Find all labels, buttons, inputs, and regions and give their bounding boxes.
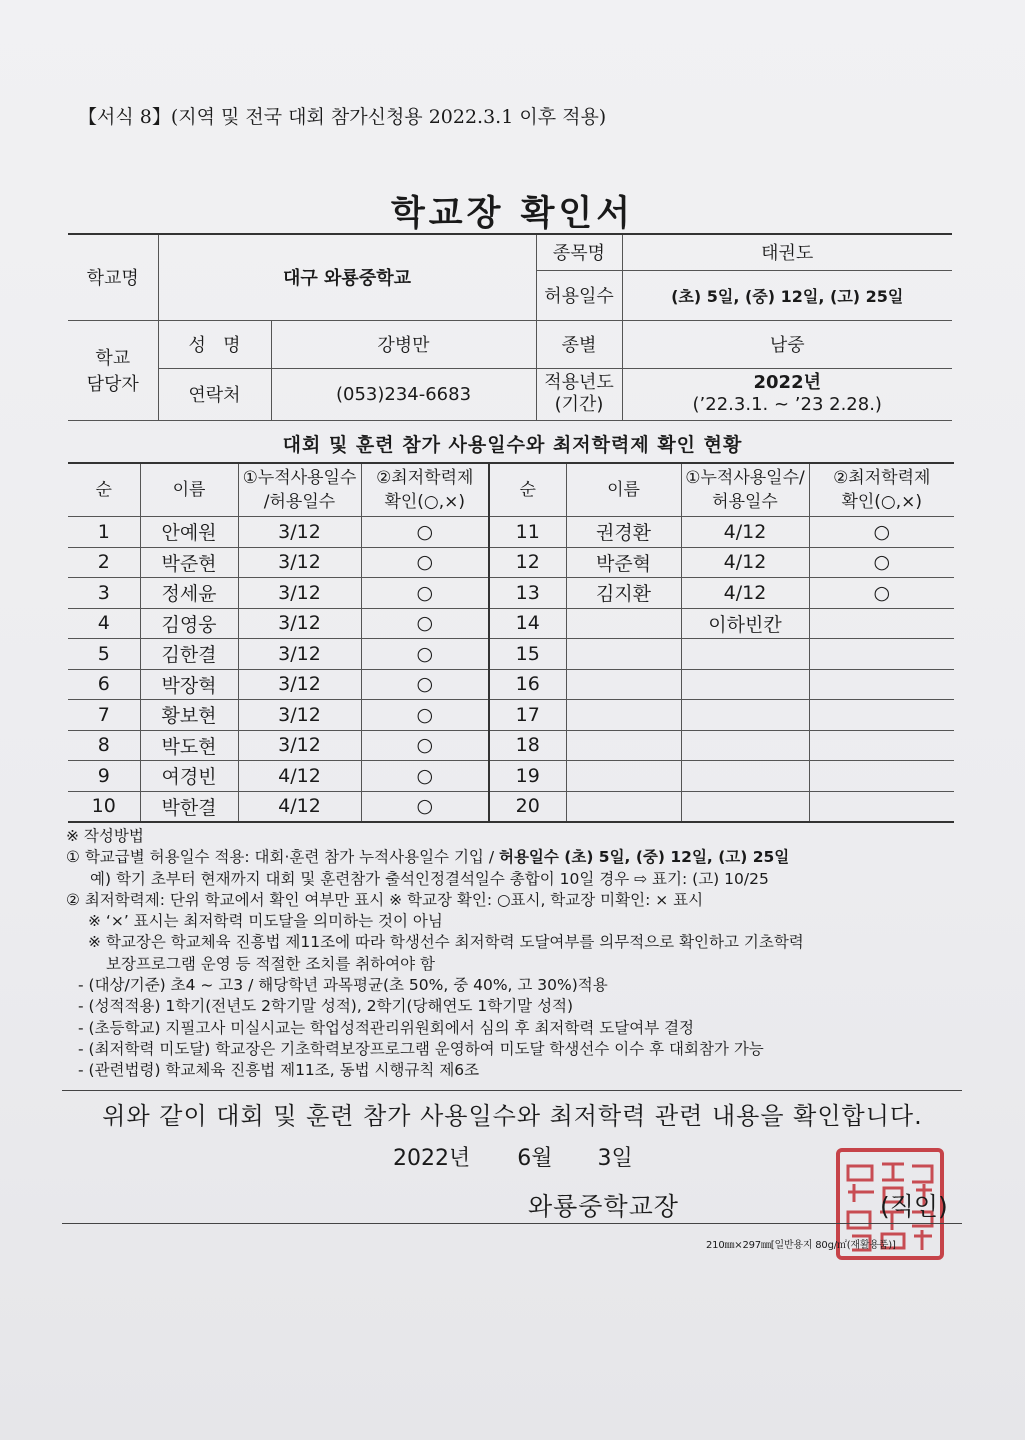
- min-academic-check: ○: [361, 730, 489, 761]
- table-row: [68, 547, 954, 578]
- table-row: [68, 639, 954, 670]
- days-used: 3/12: [238, 700, 361, 731]
- period-value: [622, 368, 952, 420]
- days-used: 3/12: [238, 547, 361, 578]
- days-used: [681, 761, 809, 792]
- table-row: [68, 730, 954, 761]
- min-academic-check: ○: [361, 761, 489, 792]
- table-row: [68, 517, 954, 548]
- allowed-days-value: (초) 5일, (중) 12일, (고) 25일: [622, 270, 952, 320]
- min-academic-check: ○: [361, 639, 489, 670]
- header-days-right-line1: ①누적사용일수/: [685, 468, 805, 488]
- header-check: [361, 463, 489, 517]
- manager-label-line1: 학교: [95, 348, 131, 369]
- header-name: 이름: [140, 463, 238, 517]
- detail-4: - (최저학력 미도달) 학교장은 기초학력보장프로그램 운영하여 미도달 학생선수 이수 후 대회참가 가능: [78, 1039, 764, 1058]
- detail-1: - (대상/기준) 초4 ~ 고3 / 해당학년 과목평균(초 50%, 중 40%, 고 30%)적용: [78, 976, 608, 995]
- row-number: 13: [489, 578, 566, 609]
- row-number: 18: [489, 730, 566, 761]
- student-name: 김지환: [566, 578, 681, 609]
- period-label-line1: 적용년도: [544, 372, 614, 393]
- confirmation-statement: 위와 같이 대회 및 훈련 참가 사용일수와 최저학력 관련 내용을 확인합니다.: [102, 1102, 923, 1130]
- row-number: 16: [489, 669, 566, 700]
- days-used: 4/12: [238, 791, 361, 822]
- student-name: [566, 791, 681, 822]
- min-academic-check: [809, 730, 954, 761]
- detail-3: - (초등학교) 지필고사 미실시교는 학업성적관리위원회에서 심의 후 최저학력 도달여부 결정: [78, 1018, 695, 1037]
- days-used: 4/12: [238, 761, 361, 792]
- section-title: 대회 및 훈련 참가 사용일수와 최저학력제 확인 현황: [282, 434, 743, 456]
- student-name: 김한결: [140, 639, 238, 670]
- min-academic-check: [809, 700, 954, 731]
- header-name-right: 이름: [566, 463, 681, 517]
- days-used: 이하빈칸: [681, 608, 809, 639]
- student-name: 황보현: [140, 700, 238, 731]
- student-name: [566, 608, 681, 639]
- row-number: 20: [489, 791, 566, 822]
- manager-label-line2: 담당자: [86, 374, 139, 395]
- header-days-right-line2: 허용일수: [712, 492, 778, 512]
- gender-label: 종별: [536, 320, 622, 368]
- days-used: 3/12: [238, 669, 361, 700]
- header-check-right-line2: 확인(○,×): [841, 492, 923, 512]
- min-academic-check: ○: [809, 547, 954, 578]
- days-used: 3/12: [238, 608, 361, 639]
- instructions: [66, 826, 966, 1082]
- note-1: [66, 847, 966, 868]
- student-name: 김영웅: [140, 608, 238, 639]
- table-row: [68, 761, 954, 792]
- row-number: 1: [68, 517, 140, 548]
- note-2-sub2b: 보장프로그램 운영 등 적절한 조치를 취하여야 함: [106, 954, 436, 973]
- roster-table: [68, 462, 954, 823]
- divider-top: [62, 1090, 962, 1091]
- table-row: [68, 578, 954, 609]
- min-academic-check: ○: [809, 517, 954, 548]
- min-academic-check: ○: [361, 608, 489, 639]
- min-academic-check: ○: [361, 700, 489, 731]
- seal-label: (직인): [880, 1192, 948, 1221]
- table-row: [68, 700, 954, 731]
- detail-5: - (관련법령) 학교체육 진흥법 제11조, 동법 시행규칙 제6조: [78, 1061, 480, 1080]
- date-day: 3일: [597, 1146, 633, 1171]
- student-name: [566, 700, 681, 731]
- header-check-right-line1: ②최저학력제: [833, 468, 931, 488]
- days-used: [681, 639, 809, 670]
- date-month: 6월: [517, 1146, 553, 1171]
- days-used: [681, 669, 809, 700]
- min-academic-check: ○: [361, 578, 489, 609]
- note-1-bold: 허용일수 (초) 5일, (중) 12일, (고) 25일: [498, 848, 790, 867]
- row-number: 11: [489, 517, 566, 548]
- days-used: 3/12: [238, 730, 361, 761]
- min-academic-check: ○: [809, 578, 954, 609]
- days-used: 3/12: [238, 517, 361, 548]
- gender-value: 남중: [622, 320, 952, 368]
- row-number: 17: [489, 700, 566, 731]
- days-used: 4/12: [681, 547, 809, 578]
- note-2: ② 최저학력제: 단위 학교에서 확인 여부만 표시 ※ 학교장 확인: ○표시, 학교장 미확인: × 표시: [66, 890, 704, 909]
- row-number: 15: [489, 639, 566, 670]
- min-academic-check: ○: [361, 669, 489, 700]
- student-name: 박준현: [140, 547, 238, 578]
- note-2-sub1: ※ ‘×’ 표시는 최저학력 미도달을 의미하는 것이 아님: [88, 912, 443, 931]
- header-check-line2: 확인(○,×): [384, 492, 466, 512]
- header-no-right: 순: [489, 463, 566, 517]
- min-academic-check: [809, 669, 954, 700]
- header-check-line1: ②최저학력제: [376, 468, 474, 488]
- date-year: 2022년: [393, 1146, 471, 1171]
- min-academic-check: ○: [361, 547, 489, 578]
- period-label-line2: (기간): [554, 394, 604, 415]
- school-info-table: [68, 233, 952, 421]
- days-used: [681, 700, 809, 731]
- row-number: 6: [68, 669, 140, 700]
- period-label: [536, 368, 622, 420]
- manager-label: [68, 320, 158, 420]
- note-2-sub2a: ※ 학교장은 학교체육 진흥법 제11조에 따라 학생선수 최저학력 도달여부를 의무적으로 확인하고 기초학력: [88, 933, 804, 952]
- header-check-right: [809, 463, 954, 517]
- school-value: 대구 와룡중학교: [158, 234, 536, 320]
- table-row: [68, 669, 954, 700]
- student-name: 안예원: [140, 517, 238, 548]
- days-used: [681, 791, 809, 822]
- contact-value: (053)234-6683: [271, 368, 536, 420]
- name-label: 성 명: [158, 320, 271, 368]
- header-days-line1: ①누적사용일수: [242, 468, 357, 488]
- date: [393, 1141, 633, 1172]
- header-no: 순: [68, 463, 140, 517]
- student-name: 박준혁: [566, 547, 681, 578]
- days-used: 4/12: [681, 578, 809, 609]
- paper-spec-footer: 210㎜×297㎜[일반용지 80g/㎡(재활용품)]: [706, 1240, 896, 1251]
- table-row: [68, 608, 954, 639]
- period-year: 2022년: [753, 372, 821, 393]
- row-number: 3: [68, 578, 140, 609]
- sport-label: 종목명: [536, 234, 622, 270]
- period-range: (’22.3.1. ~ ’23 2.28.): [692, 394, 882, 415]
- days-used: 4/12: [681, 517, 809, 548]
- days-used: [681, 730, 809, 761]
- student-name: [566, 761, 681, 792]
- student-name: [566, 639, 681, 670]
- contact-label: 연락처: [158, 368, 271, 420]
- sport-value: 태권도: [622, 234, 952, 270]
- row-number: 4: [68, 608, 140, 639]
- note-1-example: 예) 학기 초부터 현재까지 대회 및 훈련참가 출석인정결석일수 총합이 10일 경우 ⇨ 표기: (고) 10/25: [90, 869, 769, 888]
- row-number: 5: [68, 639, 140, 670]
- min-academic-check: [809, 791, 954, 822]
- row-number: 10: [68, 791, 140, 822]
- student-name: 박한결: [140, 791, 238, 822]
- row-number: 2: [68, 547, 140, 578]
- notes-heading: ※ 작성방법: [66, 827, 144, 845]
- school-label: 학교명: [68, 234, 158, 320]
- note-1-text: ① 학교급별 허용일수 적용: 대회·훈련 참가 누적사용일수 기입 /: [66, 848, 499, 867]
- student-name: 여경빈: [140, 761, 238, 792]
- header-days: [238, 463, 361, 517]
- row-number: 9: [68, 761, 140, 792]
- min-academic-check: [809, 608, 954, 639]
- header-days-line2: /허용일수: [263, 492, 336, 512]
- row-number: 7: [68, 700, 140, 731]
- header-days-right: [681, 463, 809, 517]
- divider-bottom: [62, 1223, 962, 1224]
- student-name: 권경환: [566, 517, 681, 548]
- min-academic-check: ○: [361, 517, 489, 548]
- student-name: 정세윤: [140, 578, 238, 609]
- student-name: 박장혁: [140, 669, 238, 700]
- min-academic-check: ○: [361, 791, 489, 822]
- student-name: [566, 669, 681, 700]
- document-title: 학교장 확인서: [390, 194, 635, 234]
- form-number: 【서식 8】(지역 및 전국 대회 참가신청용 2022.3.1 이후 적용): [78, 106, 607, 128]
- student-name: [566, 730, 681, 761]
- row-number: 8: [68, 730, 140, 761]
- detail-2: - (성적적용) 1학기(전년도 2학기말 성적), 2학기(당해연도 1학기말 성적): [78, 997, 574, 1016]
- days-used: 3/12: [238, 578, 361, 609]
- table-row: [68, 791, 954, 822]
- name-value: 강병만: [271, 320, 536, 368]
- student-name: 박도현: [140, 730, 238, 761]
- row-number: 12: [489, 547, 566, 578]
- principal-title: 와룡중학교장: [528, 1192, 679, 1221]
- days-used: 3/12: [238, 639, 361, 670]
- min-academic-check: [809, 639, 954, 670]
- row-number: 19: [489, 761, 566, 792]
- row-number: 14: [489, 608, 566, 639]
- min-academic-check: [809, 761, 954, 792]
- allowed-days-label: 허용일수: [536, 270, 622, 320]
